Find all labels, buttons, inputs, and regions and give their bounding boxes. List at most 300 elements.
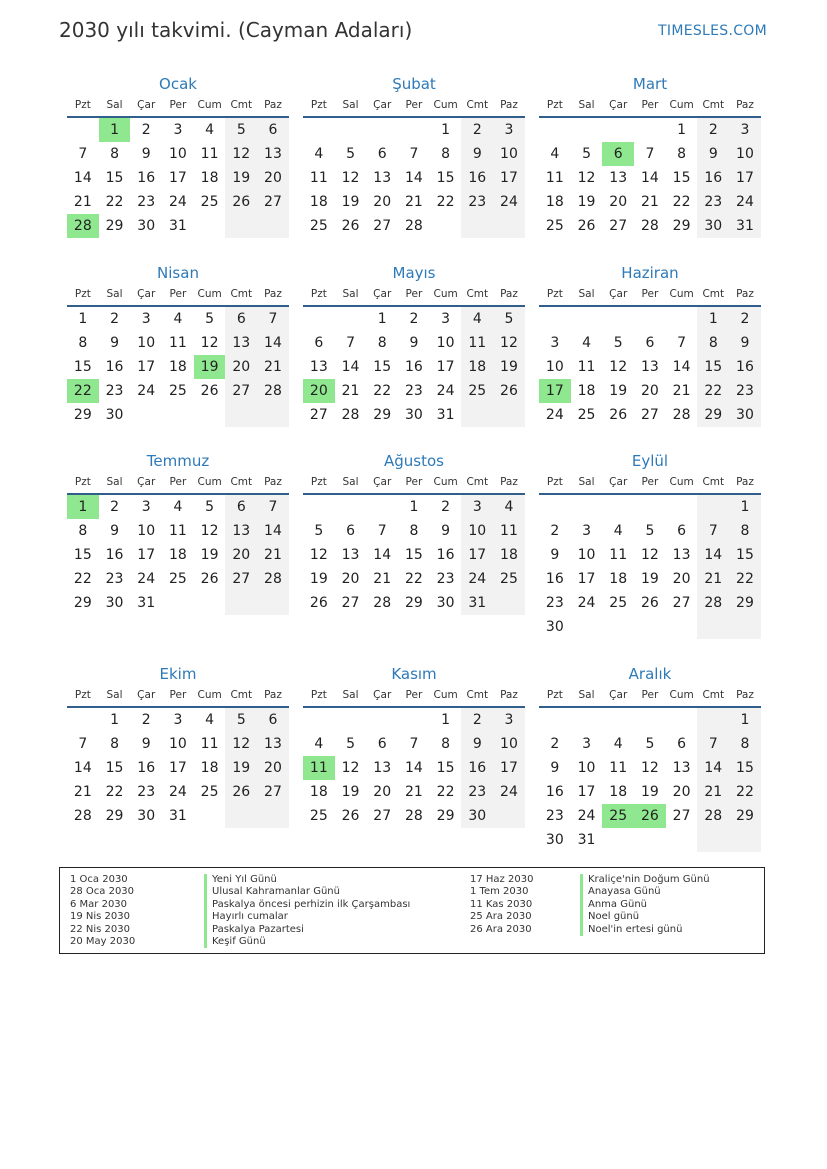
day-cell[interactable]: 21 [640, 194, 659, 210]
day-cell[interactable]: 25 [602, 804, 634, 828]
day-cell[interactable]: 20 [373, 194, 392, 210]
day-cell[interactable]: 4 [205, 122, 215, 138]
day-cell[interactable]: 14 [404, 760, 423, 776]
day-cell[interactable]: 22 [73, 571, 92, 587]
day-cell[interactable]: 13 [373, 170, 392, 186]
day-cell[interactable]: 10 [137, 523, 156, 539]
day-cell[interactable]: 19 [225, 166, 257, 190]
day-cell[interactable]: 31 [168, 218, 187, 234]
day-cell[interactable]: 13 [309, 359, 328, 375]
day-cell[interactable]: 16 [137, 760, 156, 776]
day-cell[interactable]: 15 [105, 760, 124, 776]
day-cell[interactable]: 30 [105, 407, 124, 423]
day-cell[interactable]: 8 [377, 335, 387, 351]
day-cell[interactable]: 4 [205, 712, 215, 728]
day-cell[interactable]: 21 [341, 383, 360, 399]
day-cell[interactable]: 17 [168, 170, 187, 186]
day-cell[interactable]: 24 [461, 567, 493, 591]
day-cell[interactable]: 7 [346, 335, 355, 351]
day-cell[interactable]: 3 [493, 118, 525, 142]
day-cell[interactable]: 25 [609, 595, 628, 611]
day-cell[interactable]: 2 [729, 307, 761, 331]
day-cell[interactable]: 14 [73, 170, 92, 186]
day-cell[interactable]: 22 [729, 567, 761, 591]
day-cell[interactable]: 7 [677, 335, 687, 351]
day-cell[interactable]: 11 [168, 523, 187, 539]
day-cell[interactable]: 15 [404, 547, 423, 563]
day-cell[interactable]: 5 [205, 311, 215, 327]
day-cell[interactable]: 3 [141, 499, 151, 515]
day-cell[interactable]: 7 [257, 495, 289, 519]
day-cell[interactable]: 26 [577, 218, 596, 234]
day-cell[interactable]: 1 [110, 712, 119, 728]
day-cell[interactable]: 19 [225, 756, 257, 780]
day-cell[interactable]: 25 [493, 567, 525, 591]
day-cell[interactable]: 26 [640, 595, 659, 611]
day-cell[interactable]: 7 [409, 146, 419, 162]
day-cell[interactable]: 20 [672, 571, 691, 587]
day-cell[interactable]: 4 [314, 736, 324, 752]
day-cell[interactable]: 12 [609, 359, 628, 375]
day-cell[interactable]: 30 [105, 595, 124, 611]
day-cell[interactable]: 5 [346, 736, 355, 752]
day-cell[interactable]: 1 [729, 708, 761, 732]
day-cell[interactable]: 9 [697, 142, 729, 166]
day-cell[interactable]: 30 [545, 832, 564, 848]
day-cell[interactable]: 7 [257, 307, 289, 331]
day-cell[interactable]: 20 [341, 571, 360, 587]
day-cell[interactable]: 26 [341, 218, 360, 234]
day-cell[interactable]: 16 [461, 756, 493, 780]
day-cell[interactable]: 8 [110, 146, 119, 162]
day-cell[interactable]: 8 [110, 736, 119, 752]
day-cell[interactable]: 29 [105, 808, 124, 824]
day-cell[interactable]: 25 [577, 407, 596, 423]
day-cell[interactable]: 25 [168, 571, 187, 587]
day-cell[interactable]: 6 [346, 523, 355, 539]
day-cell[interactable]: 28 [697, 591, 729, 615]
day-cell[interactable]: 17 [577, 571, 596, 587]
day-cell[interactable]: 24 [436, 383, 455, 399]
day-cell[interactable]: 18 [168, 547, 187, 563]
day-cell[interactable]: 11 [200, 736, 219, 752]
day-cell[interactable]: 6 [314, 335, 324, 351]
day-cell[interactable]: 13 [609, 170, 628, 186]
day-cell[interactable]: 25 [309, 808, 328, 824]
day-cell[interactable]: 10 [577, 760, 596, 776]
day-cell[interactable]: 21 [672, 383, 691, 399]
day-cell[interactable]: 28 [640, 218, 659, 234]
day-cell[interactable]: 11 [303, 756, 335, 780]
day-cell[interactable]: 15 [73, 547, 92, 563]
day-cell[interactable]: 6 [677, 736, 687, 752]
day-cell[interactable]: 4 [613, 523, 623, 539]
day-cell[interactable]: 25 [168, 383, 187, 399]
day-cell[interactable]: 12 [200, 523, 219, 539]
day-cell[interactable]: 26 [341, 808, 360, 824]
day-cell[interactable]: 6 [225, 495, 257, 519]
day-cell[interactable]: 6 [377, 146, 387, 162]
day-cell[interactable]: 29 [73, 595, 92, 611]
day-cell[interactable]: 12 [640, 760, 659, 776]
day-cell[interactable]: 17 [461, 543, 493, 567]
day-cell[interactable]: 11 [577, 359, 596, 375]
day-cell[interactable]: 9 [550, 760, 560, 776]
day-cell[interactable]: 12 [200, 335, 219, 351]
day-cell[interactable]: 12 [640, 547, 659, 563]
day-cell[interactable]: 10 [577, 547, 596, 563]
day-cell[interactable]: 19 [309, 571, 328, 587]
day-cell[interactable]: 23 [729, 379, 761, 403]
day-cell[interactable]: 6 [602, 142, 634, 166]
day-cell[interactable]: 7 [78, 736, 88, 752]
day-cell[interactable]: 15 [672, 170, 691, 186]
day-cell[interactable]: 27 [309, 407, 328, 423]
day-cell[interactable]: 15 [729, 543, 761, 567]
day-cell[interactable]: 12 [341, 170, 360, 186]
day-cell[interactable]: 28 [257, 379, 289, 403]
day-cell[interactable]: 13 [225, 519, 257, 543]
day-cell[interactable]: 11 [609, 547, 628, 563]
day-cell[interactable]: 28 [341, 407, 360, 423]
day-cell[interactable]: 1 [677, 122, 687, 138]
day-cell[interactable]: 30 [545, 619, 564, 635]
day-cell[interactable]: 23 [461, 780, 493, 804]
day-cell[interactable]: 5 [645, 523, 655, 539]
day-cell[interactable]: 5 [493, 307, 525, 331]
day-cell[interactable]: 16 [545, 571, 564, 587]
day-cell[interactable]: 24 [577, 595, 596, 611]
day-cell[interactable]: 18 [309, 784, 328, 800]
day-cell[interactable]: 28 [672, 407, 691, 423]
day-cell[interactable]: 5 [613, 335, 623, 351]
day-cell[interactable]: 24 [168, 194, 187, 210]
day-cell[interactable]: 20 [225, 543, 257, 567]
day-cell[interactable]: 16 [436, 547, 455, 563]
day-cell[interactable]: 27 [257, 190, 289, 214]
day-cell[interactable]: 21 [697, 780, 729, 804]
day-cell[interactable]: 30 [137, 218, 156, 234]
day-cell[interactable]: 24 [545, 407, 564, 423]
day-cell[interactable]: 24 [493, 780, 525, 804]
day-cell[interactable]: 28 [404, 218, 423, 234]
day-cell[interactable]: 23 [105, 571, 124, 587]
day-cell[interactable]: 29 [105, 218, 124, 234]
day-cell[interactable]: 26 [493, 379, 525, 403]
day-cell[interactable]: 12 [493, 331, 525, 355]
day-cell[interactable]: 9 [461, 732, 493, 756]
day-cell[interactable]: 1 [729, 495, 761, 519]
day-cell[interactable]: 23 [545, 595, 564, 611]
day-cell[interactable]: 8 [677, 146, 687, 162]
day-cell[interactable]: 30 [436, 595, 455, 611]
day-cell[interactable]: 12 [225, 142, 257, 166]
day-cell[interactable]: 16 [137, 170, 156, 186]
day-cell[interactable]: 21 [73, 194, 92, 210]
day-cell[interactable]: 7 [645, 146, 655, 162]
day-cell[interactable]: 15 [373, 359, 392, 375]
day-cell[interactable]: 2 [550, 736, 560, 752]
day-cell[interactable]: 19 [194, 355, 226, 379]
day-cell[interactable]: 11 [609, 760, 628, 776]
day-cell[interactable]: 14 [697, 543, 729, 567]
day-cell[interactable]: 20 [609, 194, 628, 210]
day-cell[interactable]: 28 [404, 808, 423, 824]
day-cell[interactable]: 10 [461, 519, 493, 543]
day-cell[interactable]: 6 [257, 708, 289, 732]
day-cell[interactable]: 7 [409, 736, 419, 752]
day-cell[interactable]: 24 [137, 571, 156, 587]
day-cell[interactable]: 27 [672, 595, 691, 611]
day-cell[interactable]: 31 [168, 808, 187, 824]
day-cell[interactable]: 22 [672, 194, 691, 210]
day-cell[interactable]: 4 [173, 499, 183, 515]
day-cell[interactable]: 26 [225, 190, 257, 214]
day-cell[interactable]: 3 [141, 311, 151, 327]
day-cell[interactable]: 18 [493, 543, 525, 567]
day-cell[interactable]: 30 [729, 403, 761, 427]
day-cell[interactable]: 12 [577, 170, 596, 186]
day-cell[interactable]: 21 [257, 543, 289, 567]
day-cell[interactable]: 19 [640, 784, 659, 800]
day-cell[interactable]: 18 [577, 383, 596, 399]
day-cell[interactable]: 22 [67, 379, 99, 403]
day-cell[interactable]: 27 [225, 379, 257, 403]
day-cell[interactable]: 11 [309, 170, 328, 186]
day-cell[interactable]: 6 [645, 335, 655, 351]
day-cell[interactable]: 19 [341, 194, 360, 210]
day-cell[interactable]: 4 [173, 311, 183, 327]
day-cell[interactable]: 20 [257, 166, 289, 190]
day-cell[interactable]: 3 [550, 335, 560, 351]
day-cell[interactable]: 11 [168, 335, 187, 351]
day-cell[interactable]: 23 [137, 784, 156, 800]
day-cell[interactable]: 18 [200, 170, 219, 186]
day-cell[interactable]: 27 [225, 567, 257, 591]
day-cell[interactable]: 4 [582, 335, 591, 351]
day-cell[interactable]: 4 [314, 146, 324, 162]
day-cell[interactable]: 27 [341, 595, 360, 611]
day-cell[interactable]: 9 [729, 331, 761, 355]
day-cell[interactable]: 24 [493, 190, 525, 214]
day-cell[interactable]: 22 [105, 784, 124, 800]
day-cell[interactable]: 16 [105, 359, 124, 375]
day-cell[interactable]: 27 [257, 780, 289, 804]
day-cell[interactable]: 5 [582, 146, 591, 162]
day-cell[interactable]: 11 [200, 146, 219, 162]
day-cell[interactable]: 13 [225, 331, 257, 355]
day-cell[interactable]: 17 [168, 760, 187, 776]
day-cell[interactable]: 5 [645, 736, 655, 752]
day-cell[interactable]: 16 [461, 166, 493, 190]
day-cell[interactable]: 4 [550, 146, 560, 162]
day-cell[interactable]: 1 [697, 307, 729, 331]
day-cell[interactable]: 27 [609, 218, 628, 234]
day-cell[interactable]: 6 [377, 736, 387, 752]
day-cell[interactable]: 1 [67, 495, 99, 519]
day-cell[interactable]: 16 [545, 784, 564, 800]
day-cell[interactable]: 29 [729, 804, 761, 828]
day-cell[interactable]: 18 [609, 571, 628, 587]
day-cell[interactable]: 10 [493, 142, 525, 166]
day-cell[interactable]: 13 [373, 760, 392, 776]
day-cell[interactable]: 25 [200, 784, 219, 800]
day-cell[interactable]: 29 [436, 808, 455, 824]
day-cell[interactable]: 9 [110, 335, 119, 351]
day-cell[interactable]: 8 [697, 331, 729, 355]
day-cell[interactable]: 7 [377, 523, 387, 539]
day-cell[interactable]: 13 [341, 547, 360, 563]
day-cell[interactable]: 5 [225, 118, 257, 142]
day-cell[interactable]: 15 [105, 170, 124, 186]
day-cell[interactable]: 31 [461, 591, 493, 615]
day-cell[interactable]: 23 [461, 190, 493, 214]
day-cell[interactable]: 12 [225, 732, 257, 756]
day-cell[interactable]: 1 [377, 311, 387, 327]
day-cell[interactable]: 22 [436, 194, 455, 210]
day-cell[interactable]: 17 [436, 359, 455, 375]
day-cell[interactable]: 15 [729, 756, 761, 780]
day-cell[interactable]: 28 [697, 804, 729, 828]
day-cell[interactable]: 3 [582, 523, 591, 539]
day-cell[interactable]: 26 [200, 571, 219, 587]
day-cell[interactable]: 29 [672, 218, 691, 234]
day-cell[interactable]: 18 [545, 194, 564, 210]
day-cell[interactable]: 4 [613, 736, 623, 752]
day-cell[interactable]: 10 [729, 142, 761, 166]
day-cell[interactable]: 29 [729, 591, 761, 615]
day-cell[interactable]: 14 [697, 756, 729, 780]
day-cell[interactable]: 13 [672, 547, 691, 563]
day-cell[interactable]: 2 [141, 122, 151, 138]
day-cell[interactable]: 8 [441, 146, 451, 162]
day-cell[interactable]: 17 [137, 547, 156, 563]
day-cell[interactable]: 10 [168, 146, 187, 162]
day-cell[interactable]: 9 [141, 736, 151, 752]
day-cell[interactable]: 2 [409, 311, 419, 327]
day-cell[interactable]: 14 [672, 359, 691, 375]
day-cell[interactable]: 18 [309, 194, 328, 210]
day-cell[interactable]: 21 [257, 355, 289, 379]
day-cell[interactable]: 21 [697, 567, 729, 591]
day-cell[interactable]: 14 [73, 760, 92, 776]
day-cell[interactable]: 16 [729, 355, 761, 379]
day-cell[interactable]: 2 [441, 499, 451, 515]
day-cell[interactable]: 7 [697, 519, 729, 543]
day-cell[interactable]: 31 [137, 595, 156, 611]
day-cell[interactable]: 23 [404, 383, 423, 399]
day-cell[interactable]: 12 [309, 547, 328, 563]
day-cell[interactable]: 30 [137, 808, 156, 824]
day-cell[interactable]: 23 [545, 808, 564, 824]
day-cell[interactable]: 2 [461, 118, 493, 142]
day-cell[interactable]: 9 [409, 335, 419, 351]
day-cell[interactable]: 19 [493, 355, 525, 379]
day-cell[interactable]: 30 [461, 804, 493, 828]
day-cell[interactable]: 20 [373, 784, 392, 800]
day-cell[interactable]: 21 [404, 194, 423, 210]
day-cell[interactable]: 21 [404, 784, 423, 800]
day-cell[interactable]: 19 [577, 194, 596, 210]
day-cell[interactable]: 22 [373, 383, 392, 399]
day-cell[interactable]: 24 [729, 190, 761, 214]
day-cell[interactable]: 21 [373, 571, 392, 587]
day-cell[interactable]: 4 [493, 495, 525, 519]
day-cell[interactable]: 3 [729, 118, 761, 142]
day-cell[interactable]: 1 [441, 712, 451, 728]
day-cell[interactable]: 31 [436, 407, 455, 423]
day-cell[interactable]: 11 [493, 519, 525, 543]
day-cell[interactable]: 3 [441, 311, 451, 327]
day-cell[interactable]: 10 [436, 335, 455, 351]
day-cell[interactable]: 26 [200, 383, 219, 399]
day-cell[interactable]: 31 [577, 832, 596, 848]
day-cell[interactable]: 27 [373, 218, 392, 234]
day-cell[interactable]: 9 [441, 523, 451, 539]
day-cell[interactable]: 26 [309, 595, 328, 611]
day-cell[interactable]: 24 [577, 808, 596, 824]
day-cell[interactable]: 12 [341, 760, 360, 776]
day-cell[interactable]: 2 [141, 712, 151, 728]
day-cell[interactable]: 17 [493, 166, 525, 190]
day-cell[interactable]: 15 [697, 355, 729, 379]
day-cell[interactable]: 29 [73, 407, 92, 423]
day-cell[interactable]: 2 [110, 499, 119, 515]
day-cell[interactable]: 19 [609, 383, 628, 399]
day-cell[interactable]: 1 [78, 311, 88, 327]
day-cell[interactable]: 25 [309, 218, 328, 234]
day-cell[interactable]: 6 [677, 523, 687, 539]
day-cell[interactable]: 8 [729, 732, 761, 756]
day-cell[interactable]: 17 [137, 359, 156, 375]
day-cell[interactable]: 16 [697, 166, 729, 190]
day-cell[interactable]: 11 [461, 331, 493, 355]
day-cell[interactable]: 3 [582, 736, 591, 752]
day-cell[interactable]: 5 [205, 499, 215, 515]
day-cell[interactable]: 24 [168, 784, 187, 800]
day-cell[interactable]: 8 [78, 335, 88, 351]
day-cell[interactable]: 1 [99, 118, 131, 142]
day-cell[interactable]: 20 [303, 379, 335, 403]
day-cell[interactable]: 20 [672, 784, 691, 800]
day-cell[interactable]: 13 [257, 142, 289, 166]
day-cell[interactable]: 22 [105, 194, 124, 210]
day-cell[interactable]: 17 [493, 756, 525, 780]
day-cell[interactable]: 26 [225, 780, 257, 804]
day-cell[interactable]: 30 [697, 214, 729, 238]
day-cell[interactable]: 9 [461, 142, 493, 166]
day-cell[interactable]: 23 [697, 190, 729, 214]
day-cell[interactable]: 18 [200, 760, 219, 776]
day-cell[interactable]: 19 [200, 547, 219, 563]
day-cell[interactable]: 31 [729, 214, 761, 238]
day-cell[interactable]: 1 [441, 122, 451, 138]
day-cell[interactable]: 29 [697, 403, 729, 427]
day-cell[interactable]: 4 [461, 307, 493, 331]
day-cell[interactable]: 10 [168, 736, 187, 752]
day-cell[interactable]: 25 [200, 194, 219, 210]
day-cell[interactable]: 8 [409, 523, 419, 539]
day-cell[interactable]: 17 [729, 166, 761, 190]
day-cell[interactable]: 22 [404, 571, 423, 587]
day-cell[interactable]: 26 [609, 407, 628, 423]
day-cell[interactable]: 27 [373, 808, 392, 824]
day-cell[interactable]: 15 [73, 359, 92, 375]
day-cell[interactable]: 10 [137, 335, 156, 351]
day-cell[interactable]: 5 [225, 708, 257, 732]
day-cell[interactable]: 3 [493, 708, 525, 732]
day-cell[interactable]: 25 [545, 218, 564, 234]
